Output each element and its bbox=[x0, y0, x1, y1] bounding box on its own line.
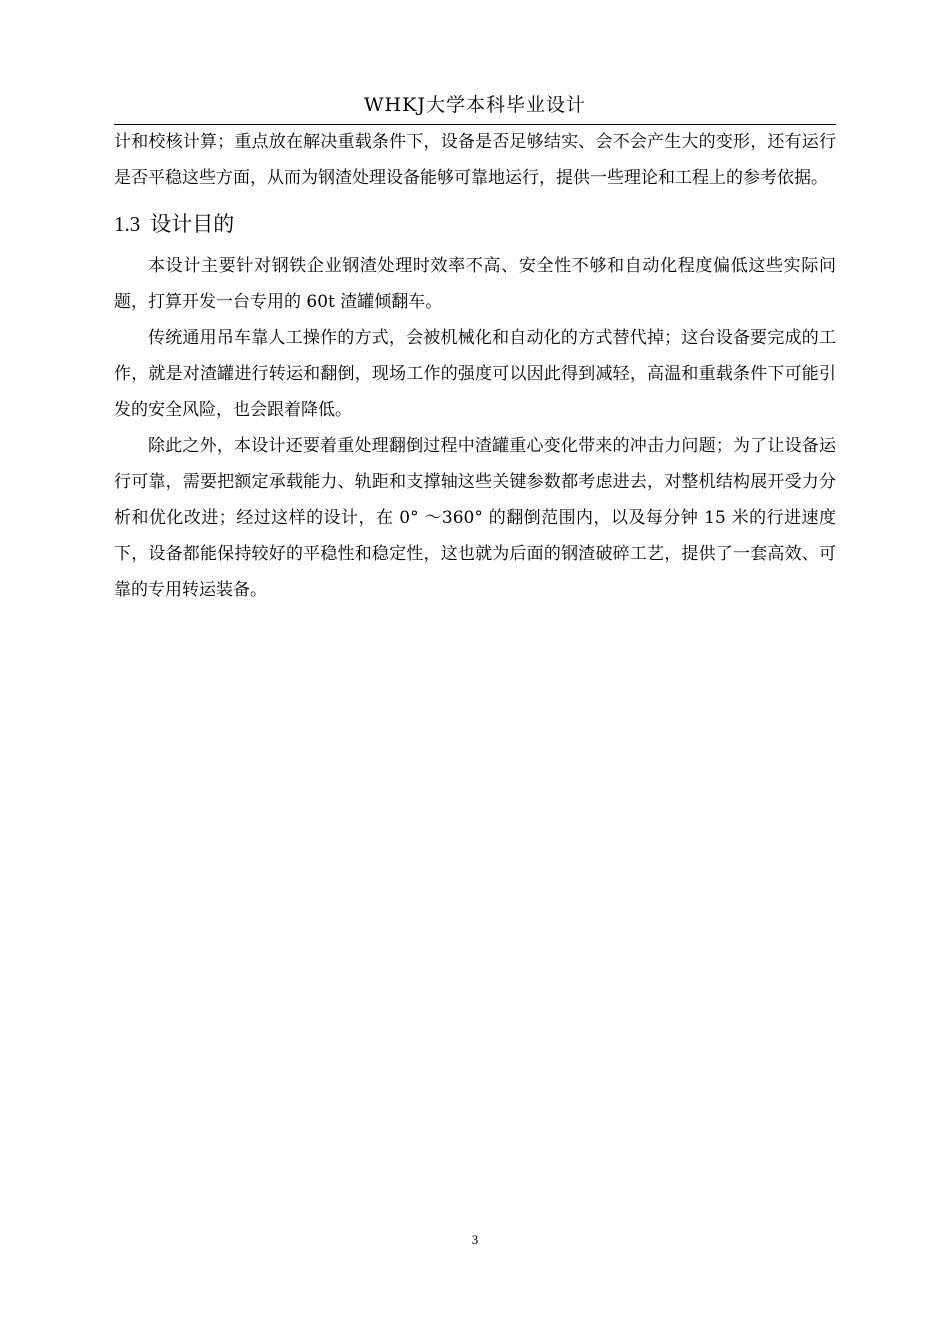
section-title: 设计目的 bbox=[150, 212, 235, 236]
section-number: 1.3 bbox=[114, 212, 141, 236]
paragraph: 传统通用吊车靠人工操作的方式，会被机械化和自动化的方式替代掉；这台设备要完成的工作，就是对渣罐进行转运和翻倒，现场工作的强度可以因此得到减轻，高温和重载条件下可能引发的安全风险，也会跟着降低。 bbox=[114, 328, 836, 420]
paragraph: 除此之外，本设计还要着重处理翻倒过程中渣罐重心变化带来的冲击力问题；为了让设备运行可靠，需要把额定承载能力、轨距和支撑轴这些关键参数都考虑进去，对整机结构展开受力分析和优化改进；经过这样的设计，在 0° ～360° 的翻倒范围内，以及每分钟 15 米的行进速度下，设备都能保持较好的平稳性和稳定性，这也就为后面的钢渣破碎工艺，提供了一套高效、可靠的专用转运装备。 bbox=[114, 436, 836, 600]
header-title: WHKJ大学本科毕业设计 bbox=[364, 94, 586, 116]
page-number: 3 bbox=[471, 1232, 479, 1247]
section-heading bbox=[114, 206, 836, 242]
page-header bbox=[114, 90, 836, 125]
paragraph: 本设计主要针对钢铁企业钢渣处理时效率不高、安全性不够和自动化程度偏低这些实际问题，打算开发一台专用的 60t 渣罐倾翻车。 bbox=[114, 256, 836, 312]
page-content bbox=[114, 124, 836, 608]
paragraph-continued: 计和校核计算；重点放在解决重载条件下，设备是否足够结实、会不会产生大的变形，还有运行是否平稳这些方面，从而为钢渣处理设备能够可靠地运行，提供一些理论和工程上的参考依据。 bbox=[114, 132, 836, 188]
